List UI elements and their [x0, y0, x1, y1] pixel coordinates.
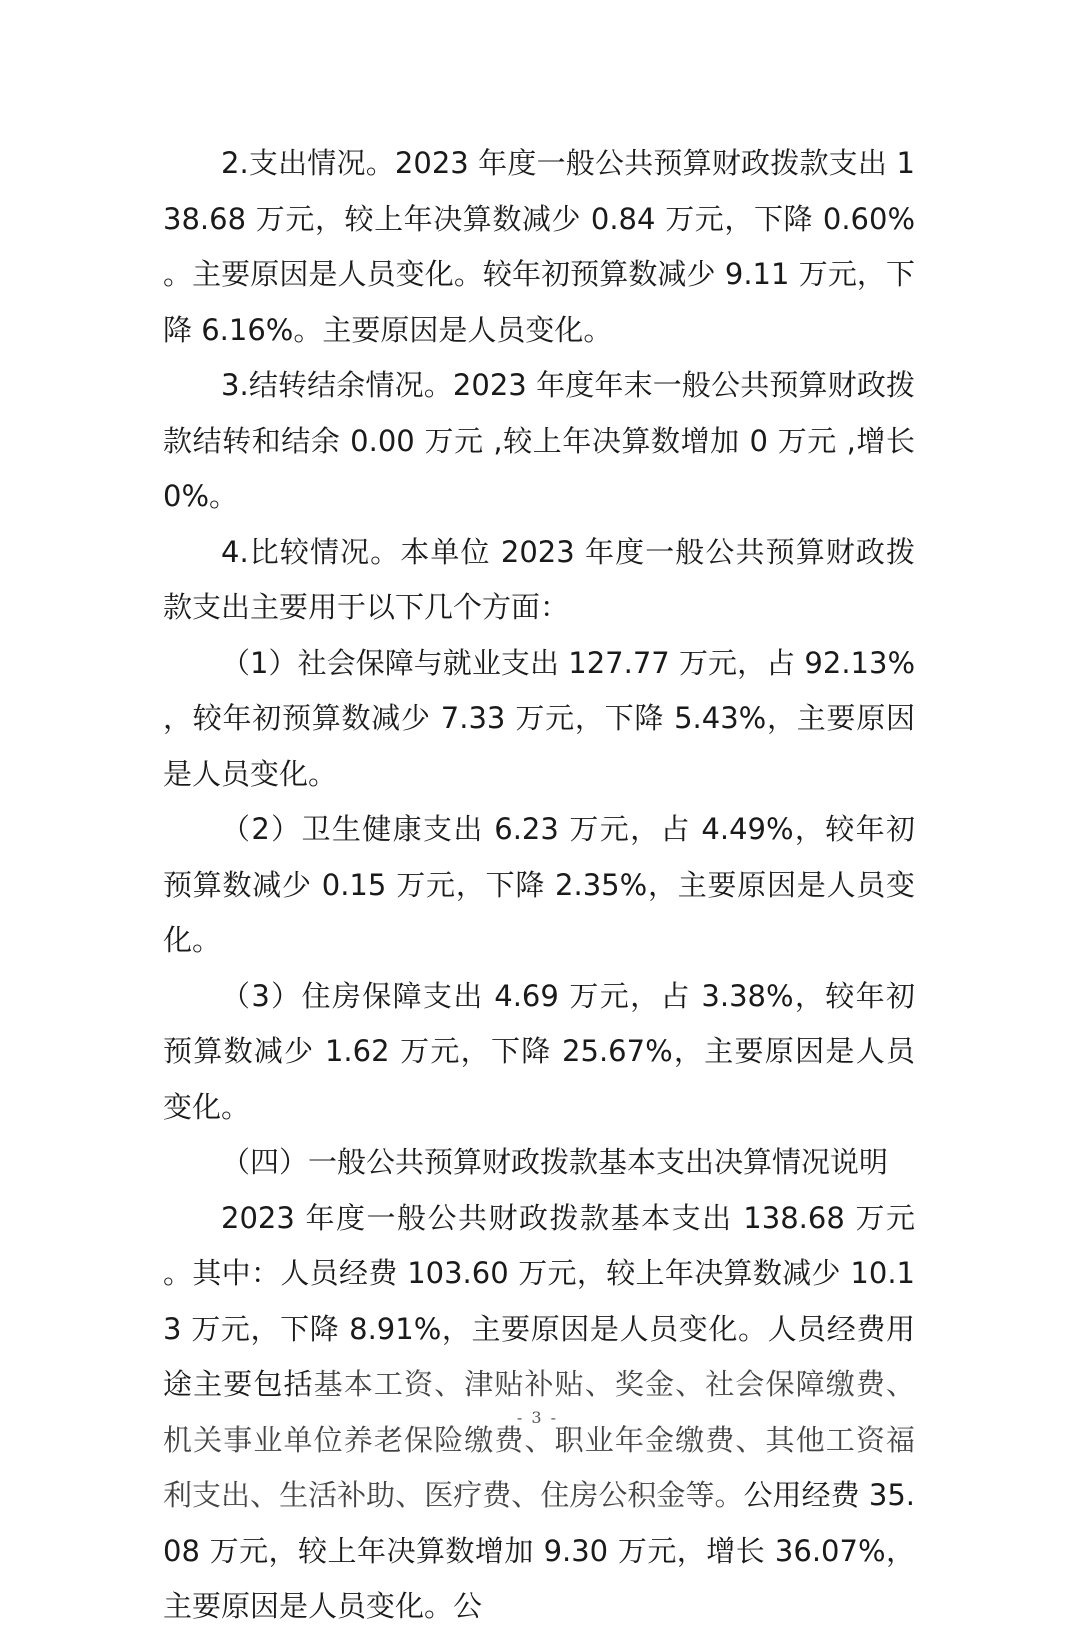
paragraph-carryover: 3.结转结余情况。2023 年度年末一般公共预算财政拨款结转和结余 0.00 万元 ,较上年决算数增加 0 万元 ,增长 0%。: [163, 368, 915, 513]
page-number: - 3 -: [516, 1408, 559, 1427]
paragraph-comparison: 4.比较情况。本单位 2023 年度一般公共预算财政拨款支出主要用于以下几个方面：: [163, 534, 915, 624]
paragraph-health: （2）卫生健康支出 6.23 万元，占 4.49%，较年初预算数减少 0.15 万元，下降 2.35%，主要原因是人员变化。: [163, 812, 915, 957]
paragraph-housing: （3）住房保障支出 4.69 万元，占 3.38%，较年初预算数减少 1.62 万元，下降 25.67%，主要原因是人员变化。: [163, 978, 915, 1124]
basic-expenditure-part1: 2023 年度一般公共财政拨款基本支出 138.68 万元。其中：人员经费 103.60 万元，较上年决算数减少 10.13 万元，下降 8.91%，主要原因是人员变化。人员经费用途主要包括: [163, 1200, 915, 1401]
section-heading: （四）一般公共预算财政拨款基本支出决算情况说明: [221, 1145, 889, 1179]
paragraph-social-security: （1）社会保障与就业支出 127.77 万元，占 92.13%，较年初预算数减少 7.33 万元，下降 5.43%，主要原因是人员变化。: [163, 645, 915, 791]
basic-expenditure-part3: 公用经费 35.08 万元，较上年决算数增加 9.30 万元，增长 36.07%，主要原因是人员变化。公: [163, 1478, 915, 1623]
basic-expenditure-part2: 基本工资、津贴补贴、奖金、社会保障缴费、机关事业单位养老保险缴费、职业年金缴费、其他工资福利支出、生活补助、医疗费、住房公积金等。: [163, 1367, 915, 1512]
paragraph-expenditure: 2.支出情况。2023 年度一般公共预算财政拨款支出 138.68 万元，较上年决算数减少 0.84 万元，下降 0.60%。主要原因是人员变化。较年初预算数减少 9.11 万元，下降 6.16%。主要原因是人员变化。: [163, 146, 915, 347]
